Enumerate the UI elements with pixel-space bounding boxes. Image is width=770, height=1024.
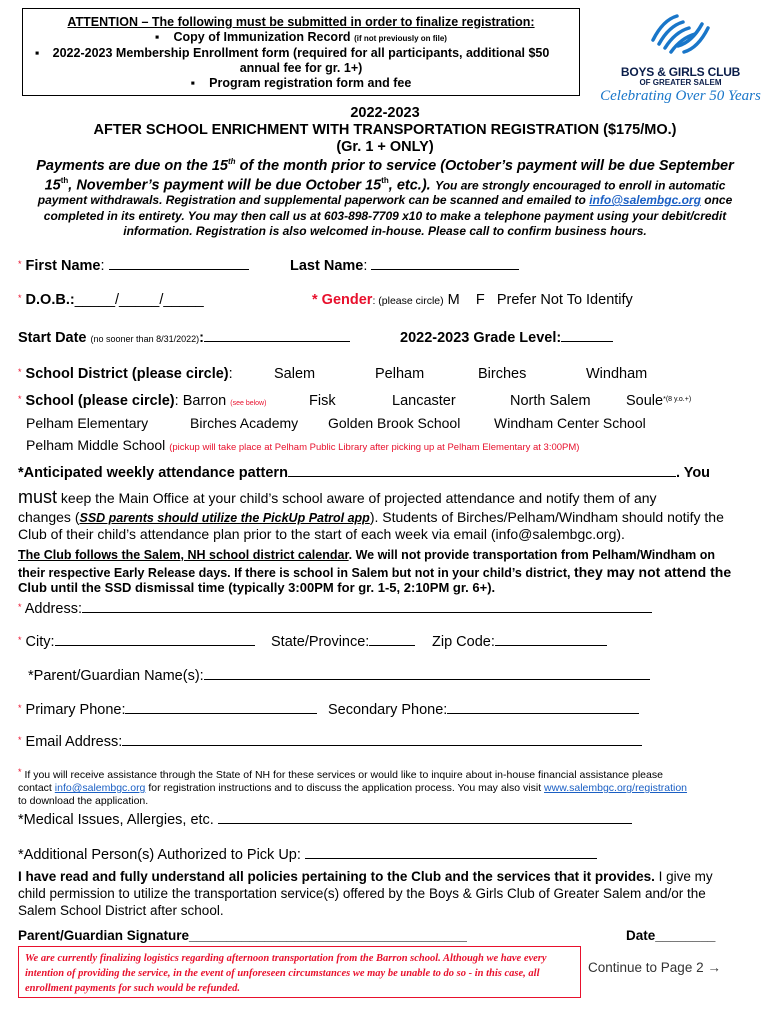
- school-option-lancaster[interactable]: Lancaster: [392, 393, 456, 409]
- payment-email-link[interactable]: info@salembgc.org: [589, 193, 701, 207]
- last-name-field[interactable]: Last Name:: [290, 258, 519, 274]
- logo-sub: OF GREATER SALEM: [639, 78, 722, 87]
- attention-item-immunization: ▪ Copy of Immunization Record (if not previously on file): [155, 30, 447, 44]
- attention-item-membership-cont: annual fee for gr. 1+): [239, 61, 363, 75]
- pickup-field[interactable]: *Additional Person(s) Authorized to Pick Up:: [18, 847, 597, 863]
- attendance-line-3: changes (SSD parents should utilize the PickUp Patrol app). Students of Birches/Pelham/Windham should notify the: [18, 509, 724, 525]
- grade-level-field[interactable]: 2022-2023 Grade Level:: [400, 330, 613, 346]
- attendance-line-2: must keep the Main Office at your child’s school aware of projected attendance and notify them of any: [18, 487, 657, 507]
- school-option-fisk[interactable]: Fisk: [309, 393, 336, 409]
- attention-item-program: ▪ Program registration form and fee: [190, 76, 412, 90]
- logo-tagline: Celebrating Over 50 Years: [600, 88, 761, 104]
- payment-line-2: 15th, November’s payment will be due October 15th, etc.). You are strongly encouraged to enroll in automatic: [44, 176, 726, 194]
- gender-option-f[interactable]: F: [475, 292, 485, 308]
- gender-option-prefer-not[interactable]: Prefer Not To Identify: [496, 292, 633, 308]
- registration-url-link[interactable]: www.salembgc.org/registration: [544, 782, 688, 794]
- city-field[interactable]: * City:: [18, 634, 255, 650]
- agreement-text: I have read and fully understand all policies pertaining to the Club and the services that it provides. I give my child permission to utilize the transportation service(s) offered by the Boys & Girls Club of Greater Salem and/or the Salem School District after school.: [18, 869, 713, 918]
- school-option-soule[interactable]: Soule$^{*(8 y.o.+)}$: [626, 393, 692, 409]
- school-option-pelham-elementary[interactable]: Pelham Elementary: [26, 415, 149, 431]
- medical-field[interactable]: *Medical Issues, Allergies, etc.: [18, 812, 632, 828]
- club-logo: [598, 10, 763, 105]
- secondary-phone-field[interactable]: Secondary Phone:: [328, 702, 639, 718]
- parent-name-field[interactable]: *Parent/Guardian Name(s):: [28, 668, 650, 684]
- assistance-email-link[interactable]: info@salembgc.org: [54, 782, 146, 794]
- arrow-right-icon: →: [707, 960, 721, 975]
- state-field[interactable]: State/Province:: [271, 634, 415, 650]
- school-option-birches-academy[interactable]: Birches Academy: [190, 415, 299, 431]
- date-field[interactable]: Date________: [626, 928, 716, 943]
- heading-title: AFTER SCHOOL ENRICHMENT WITH TRANSPORTATION REGISTRATION ($175/MO.): [93, 122, 677, 138]
- attendance-field[interactable]: *Anticipated weekly attendance pattern . You: [18, 465, 711, 481]
- continue-to-page-2-link[interactable]: Continue to Page 2 →: [588, 960, 721, 975]
- calendar-line-1: The Club follows the Salem, NH school district calendar. We will not provide transportation from Pelham/Windham on: [18, 548, 715, 562]
- zip-field[interactable]: Zip Code:: [432, 634, 607, 650]
- payment-line-4: completed in its entirety. You may then call us at 603-898-7709 x10 to make a telephone payment using your debit/credit: [43, 209, 727, 223]
- barron-notice-box: We are currently finalizing logistics regarding afternoon transportation from the Barron school. Although we have every intention of providing the service, in the event of unforeseen circumstances we may be unable to do so - in this case, all enrollment payments for such would be refunded.: [18, 946, 581, 998]
- attendance-line-4: Club of their child’s attendance plan prior to the start of each week via email (info@salembgc.org).: [18, 526, 625, 542]
- gender-option-m[interactable]: M: [447, 292, 460, 308]
- payment-line-5: information. Registration is also welcomed in-house. Please call to confirm business hours.: [123, 224, 647, 238]
- payment-line-1: Payments are due on the 15th of the month prior to service (October’s payment will be due September: [36, 157, 734, 174]
- school-label: * School (please circle): Barron (see below): [18, 393, 267, 409]
- payment-line-3: payment withdrawals. Registration and supplemental paperwork can be scanned and emailed to info@salembgc.org once: [37, 193, 733, 207]
- gender-field[interactable]: * Gender: (please circle) M F Prefer Not To Identify: [312, 292, 633, 308]
- school-option-barron[interactable]: Barron: [182, 393, 227, 409]
- calendar-line-3: Club until the SSD dismissal time (typically 3:00PM for gr. 1-5, 2:10PM gr. 6+).: [18, 580, 496, 595]
- district-option-salem[interactable]: Salem: [274, 366, 316, 382]
- first-name-field[interactable]: * First Name:: [18, 258, 249, 274]
- logo-name: BOYS & GIRLS CLUB: [620, 65, 741, 79]
- assistance-note: * If you will receive assistance through the State of NH for these services or would like to inquire about in-house financial assistance please contact info@salembgc.org for registration instructions and to discuss the application process. You may also visit www.salembgc.org/registration to download the application.: [18, 767, 688, 807]
- school-option-north-salem[interactable]: North Salem: [510, 393, 591, 409]
- attention-item-membership: ▪ 2022-2023 Membership Enrollment form (required for all participants, additional $50: [35, 46, 550, 60]
- start-date-field[interactable]: Start Date (no sooner than 8/31/2022):: [18, 330, 350, 346]
- heading-grades: (Gr. 1 + ONLY): [336, 139, 434, 155]
- district-option-birches[interactable]: Birches: [478, 366, 527, 382]
- attention-title: ATTENTION – The following must be submitted in order to finalize registration:: [67, 15, 535, 29]
- address-field[interactable]: * Address:: [18, 601, 652, 617]
- heading-year: 2022-2023: [350, 105, 420, 121]
- district-option-pelham[interactable]: Pelham: [375, 366, 425, 382]
- barron-note: (see below): [230, 400, 267, 407]
- logo-hands-icon: [643, 10, 718, 58]
- school-option-windham-center[interactable]: Windham Center School: [494, 415, 646, 431]
- primary-phone-field[interactable]: * Primary Phone:: [18, 702, 317, 718]
- pelham-middle-note: (pickup will take place at Pelham Public Library after picking up at Pelham Elementary at 3:00PM): [169, 442, 580, 453]
- school-option-pelham-middle[interactable]: Pelham Middle School (pickup will take place at Pelham Public Library after picking up at Pelham Elementary at 3:00PM): [26, 437, 580, 453]
- calendar-line-2: their respective Early Release days. If there is school in Salem but not in your child’s district, they may not attend the: [18, 564, 732, 580]
- email-field[interactable]: * Email Address:: [18, 734, 642, 750]
- attention-box: [22, 8, 580, 96]
- signature-field[interactable]: Parent/Guardian Signature_____________________________________: [18, 928, 467, 943]
- dob-field[interactable]: * D.O.B.:_____/_____/_____: [18, 292, 204, 308]
- school-option-golden-brook[interactable]: Golden Brook School: [328, 415, 461, 431]
- school-district-label: * School District (please circle):: [18, 366, 233, 382]
- district-option-windham[interactable]: Windham: [586, 366, 648, 382]
